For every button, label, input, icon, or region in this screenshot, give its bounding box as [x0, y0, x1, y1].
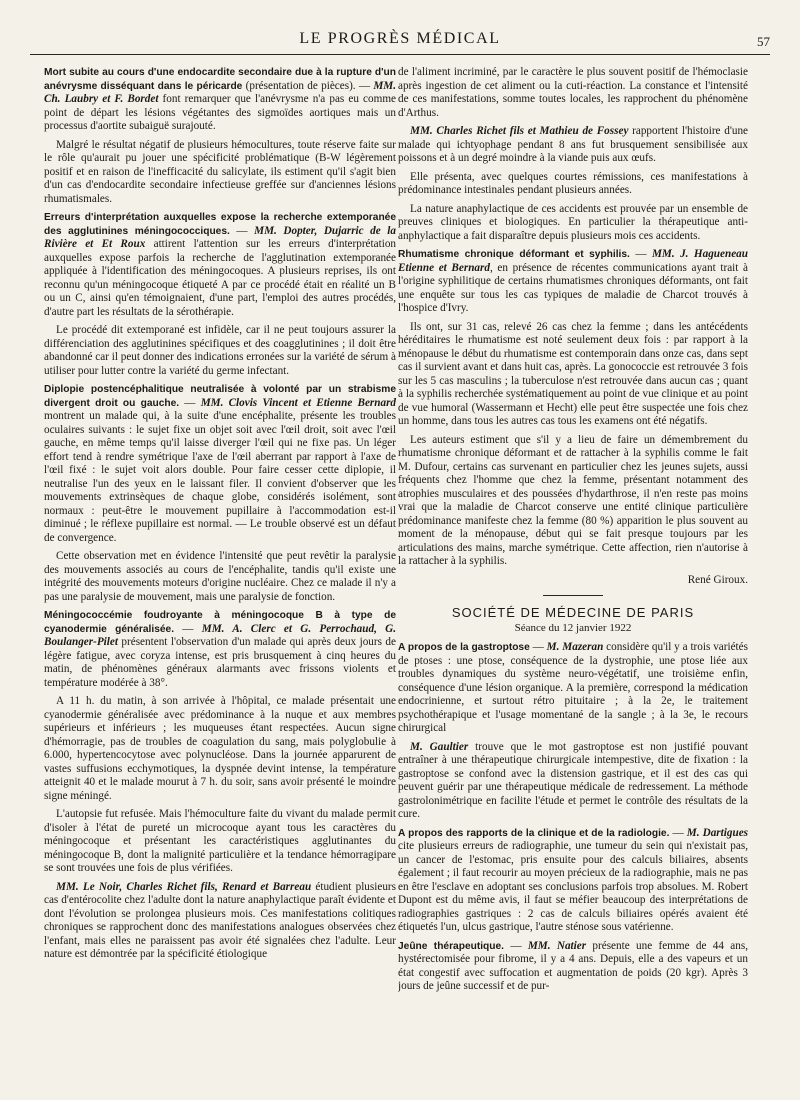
- authors: MM. Ch. Laubry et F. Bordet: [44, 79, 396, 105]
- authors: M. Gaultier: [410, 740, 469, 753]
- paragraph: A 11 h. du matin, à son arrivée à l'hôpital, ce malade présentait une cyanodermie généralisée avec prédominance à la nuque et aux membres supérieurs et inférieurs ; les muqueuses étant respectées. Aucun signe d'hémorragie, pas de troubles de coagulation du sang, mais polyglobulie à 6.000, hypertencocytose avec polynucléose. Dans la journée apparurent de vastes suffusions ecchymotiques, la dyspnée devint intense, la température atteignit 40 et le malade mourut à 7 h. du soir, sans avoir présenté le moindre signe méningé.: [44, 695, 396, 802]
- paragraph: Elle présenta, avec quelques courtes rémissions, ces manifestations à prédominance intestinales pendant plusieurs années.: [398, 170, 748, 196]
- paragraph-text: considère qu'il y a trois variétés de ptoses : une ptose, conséquence de la dystrophie, une ptose liée aux troubles dynamiques du système neuro-végétatif, une troisième enfin, conséquence d'une lésion organique. A la première, correspond la médication endocrinienne, et surtout rétro pituitaire ; à la 2e, le traitement psychothérapique et l'usage momentané de la sangle ; à la 3e, le recours chirurgical: [398, 641, 748, 734]
- paragraph: [44, 881, 396, 962]
- paragraph: [398, 940, 748, 994]
- paragraph: de l'aliment incriminé, par le caractère le plus souvent positif de l'hémoclasie après ingestion de cet aliment ou la cuti-réaction. La constance et l'intensité de ces manifestations, somme toutes locales, les rapprochent du phénomène d'Arthus.: [398, 66, 748, 119]
- paragraph: [398, 741, 748, 822]
- page-header: [30, 28, 770, 55]
- paragraph-heading: Rhumatisme chronique déformant et syphilis.: [398, 249, 630, 260]
- paragraph-text: (présentation de pièces). —: [245, 79, 374, 92]
- page-number: 57: [757, 34, 770, 49]
- separator: —: [529, 641, 547, 653]
- authors: M. Mazeran: [546, 641, 604, 653]
- paragraph-heading: Jeûne thérapeutique.: [398, 940, 504, 952]
- paragraph-heading: A propos de la gastroptose: [398, 642, 530, 653]
- authors: MM. Dopter, Dujarric de la Rivière et Et Roux: [44, 224, 396, 250]
- paragraph: [398, 125, 748, 166]
- divider: [543, 595, 603, 596]
- paragraph: Le procédé dit extemporané est infidèle, car il ne peut toujours assurer la différenciation des agglutinines spécifiques et des coagglutinines ; il doit être abandonné car il peut donner des indications erronées sur la variété de sérum à utiliser pour lutter contre la variété du germe infectant.: [44, 324, 396, 377]
- paragraph-heading: Erreurs d'interprétation auxquelles expose la recherche extemporanée des agglutinines méningococciques.: [44, 212, 396, 237]
- authors: MM. J. Hagueneau Etienne et Bernard: [398, 248, 748, 274]
- paragraph: [44, 383, 396, 545]
- paragraph-text: présentent l'observation d'un malade qui après deux jours de légère fatigue, avec coryza intense, est pris brusquement à cinq heures du matin, de phénomènes généraux alarmants avec frissons violents et température modérée à 38°.: [44, 636, 396, 689]
- paragraph-text: trouve que le mot gastroptose est non justifié pouvant entraîner à une thérapeutique chirurgicale intempestive, dite de fixation : la gastroptose se confond avec la distension gastrique, et il est des cas qui peuvent guérir par une thérapeutique médicale de redressement. La méthode gastrolonimétrique en facilite l'étude et permet le contrôle des résultats de la cure.: [398, 740, 748, 820]
- paragraph: [44, 609, 396, 690]
- authors: MM. Natier: [527, 939, 587, 952]
- paragraph: Les auteurs estiment que s'il y a lieu de faire un démembrement du rhumatisme chronique déformant et de rattacher à la syphilis comme le fait M. Dufour, certains cas survenant en particulier chez les jeunes sujets, aussi fréquents chez l'homme que chez la femme, présentant notamment des atrophies musculaires et des poussées d'hydarthrose, il n'en reste pas moins vrai que la maladie de Charcot conserve une entité clinique particulière prédominance manifeste chez la femme (80 %) apparition le plus souvent au moment de la ménopause, début qui se fait presque toujours par les articulations des mains, marche symétrique. Cette affection, rien n'autorise à la rattacher à la syphilis.: [398, 433, 748, 567]
- authors: MM. A. Clerc et G. Perrochaud, G. Boulanger-Pilet: [44, 622, 396, 648]
- left-column: [44, 66, 396, 1081]
- paragraph: Cette observation met en évidence l'intensité que peut revêtir la paralysie des mouvements associés au cours de l'encéphalite, tandis qu'il existe une intégrité des mouvements moteurs d'origine nucléaire. Chez ce malade il n'y a pas une paralysie de mouvement, mais une paralysie de fonction.: [44, 550, 396, 603]
- section-date: Séance du 12 janvier 1922: [514, 621, 632, 634]
- separator: —: [504, 939, 528, 952]
- paragraph-text: font remarquer que l'anévrysme n'a pas eu comme point de départ les lésions végétantes des sigmoïdes aortiques mais un processus d'aortite subaiguë surajouté.: [44, 93, 396, 132]
- paragraph-heading: A propos des rapports de la clinique et de la radiologie.: [398, 827, 670, 839]
- paragraph-text: rapportent l'histoire d'une malade qui ichtyophage pendant 8 ans fut brusquement sensibilisée aux poissons et à un degré moindre à la viande puis aux œufs.: [398, 125, 748, 164]
- paragraph-heading: Mort subite au cours d'une endocardite secondaire due à la rupture d'un anévrysme disséquant dans le péricarde: [44, 67, 396, 92]
- separator: —: [179, 396, 201, 409]
- paragraph-text: cite plusieurs erreurs de radiographie, une tumeur du sein qui n'existait pas, un cancer de l'estomac, pris ensuite pour des calculs biliaires, absents également ; il faut recourir au moyen précieux de la radiographie, mais ne pas en être l'esclave en adoptant ses conclusions parfois trop absolues. M. Robert Dupont est du même avis, il faut se méfier beaucoup des interprétations de radiographies gastriques : 2 cas de calculs biliaires opérés avaient été étiquetés l'un, ulcus gastrique, l'autre sténose sous vatérienne.: [398, 840, 748, 933]
- section-title: SOCIÉTÉ DE MÉDECINE DE PARIS: [451, 605, 695, 620]
- paragraph-text: étudient plusieurs cas d'entérocolite chez l'adulte dont la nature anaphylactique paraît évidente et dont l'évolution se prolongea plusieurs mois. Ces manifestations colitiques chroniques se rapprochent donc des manifestations analogues observées chez l'enfant, mais elles ne paraissent pas avoir été signalées chez l'adulte. Leur nature est démontrée par la spécificité étiologique: [44, 880, 396, 960]
- paragraph: La nature anaphylactique de ces accidents est prouvée par un ensemble de preuves cliniques et biologiques. En particulier la thérapeutique anti-anphylactique a fait disparaître depuis plusieurs mois ces accidents.: [398, 202, 748, 242]
- paragraph: [398, 827, 748, 935]
- right-column: [398, 66, 748, 1081]
- paragraph: Malgré le résultat négatif de plusieurs hémocultures, toute réserve faite sur le rôle qu'aurait pu jouer une spécificité problématique (B-W légèrement positif et en raison de l'inefficacité du salicylate, ils estiment qu'il s'agit bien d'un cas d'endocardite secondaire infectieuse greffée sur d'anciennes lésions rhumatismales.: [44, 138, 396, 205]
- authors: MM. Clovis Vincent et Etienne Bernard: [200, 396, 396, 409]
- journal-title: LE PROGRÈS MÉDICAL: [299, 30, 501, 47]
- paragraph: [44, 211, 396, 319]
- authors: MM. Le Noir, Charles Richet fils, Renard et Barreau: [56, 880, 312, 893]
- paragraph: Ils ont, sur 31 cas, relevé 26 cas chez la femme ; dans les antécédents héréditaires le rhumatisme est noté seulement deux fois : par rapport à la ménopause le début du rhumatisme est contemporain dans onze cas, dans sept cas il survient avant et dans huit cas, après. La gonococcie est retrouvée 3 fois sur les 5 cas masculins ; la tuberculose n'est retrouvée dans aucun cas ; quant à la syphilis recherchée systématiquement au point de vue clinique et au point de vue humoral (Wassermann et Hecht) elle peut être suspectée une fois chez un homme, dans tous les autres cas tous les examens ont été négatifs.: [398, 320, 748, 427]
- paragraph: L'autopsie fut refusée. Mais l'hémoculture faite du vivant du malade permit d'isoler à l'état de pureté un microcoque ayant tous les caractères du méningocoque et présentant les caractéristiques agglutinantes du méningocoque B, dont la malignité particulière et la tendance hémorragipare se sont trouvées une fois de plus vérifiées.: [44, 808, 396, 874]
- paragraph-heading: Diplopie postencéphalitique neutralisée à volonté par un strabisme divergent droit ou gauche.: [44, 384, 396, 409]
- paragraph-text: , en présence de récentes communications ayant trait à l'origine syphilitique de certains rhumatismes chroniques déformants, ont fait une enquête sur tous les cas typiques de maladie de Charcot trouvés à l'hospice d'Ivry.: [398, 261, 748, 314]
- paragraph-text: montrent un malade qui, à la suite d'une encéphalite, présente les troubles oculaires suivants : le sujet fixe un objet soit avec l'œil droit, soit avec l'œil gauche, en même temps qu'il laisse diverger l'œil qui ne fixe pas. Un léger effort tend à rendre symétrique l'axe de l'œil aberrant par rapport à l'axe de l'œil fixé : le sujet voit alors double. Pour faire cesser cette diplopie, il neutralise l'un des yeux en le laissant filer. Il convient d'observer que les mouvements extrinsèques de chaque globe, considérés isolément, sont normaux : peut-être le mouvement pupillaire à l'accommodation est-il diminué ; le réflexe pupillaire est normal. — Le trouble observé est un défaut de convergence.: [44, 410, 396, 544]
- paragraph: [398, 248, 748, 316]
- authors: M. Dartigues: [686, 826, 748, 839]
- paragraph-text: présente une femme de 44 ans, hystérectomisée pour fibrome, il y a 4 ans. Depuis, elle a des vapeurs et un état congestif avec suffocation et augmentation de poids (20 kgr). Après 3 jours de jeûne successif et de pur-: [398, 939, 748, 992]
- paragraph-text: attirent l'attention sur les erreurs d'interprétation auxquelles expose parfois la recherche de l'agglutination extemporanée appliquée à l'identification des méningocoques. A plusieurs reprises, ils ont reconnu qu'un méningocoque étiqueté A par ce procédé était en réalité un B ou un C, ainsi qu'en témoignaient, d'une part, l'emploi des autres procédés, d'autre part les résultats de la sérothérapie.: [44, 238, 396, 318]
- paragraph: [398, 641, 748, 736]
- separator: —: [629, 248, 652, 260]
- paragraph-heading: Méningococcémie foudroyante à méningocoque B à type de cyanodermie généralisée.: [44, 610, 396, 635]
- signature: René Giroux.: [687, 573, 748, 586]
- paragraph: [44, 66, 396, 134]
- separator: —: [174, 622, 202, 635]
- separator: —: [229, 224, 255, 237]
- authors: MM. Charles Richet fils et Mathieu de Fossey: [410, 125, 629, 137]
- separator: —: [669, 826, 687, 839]
